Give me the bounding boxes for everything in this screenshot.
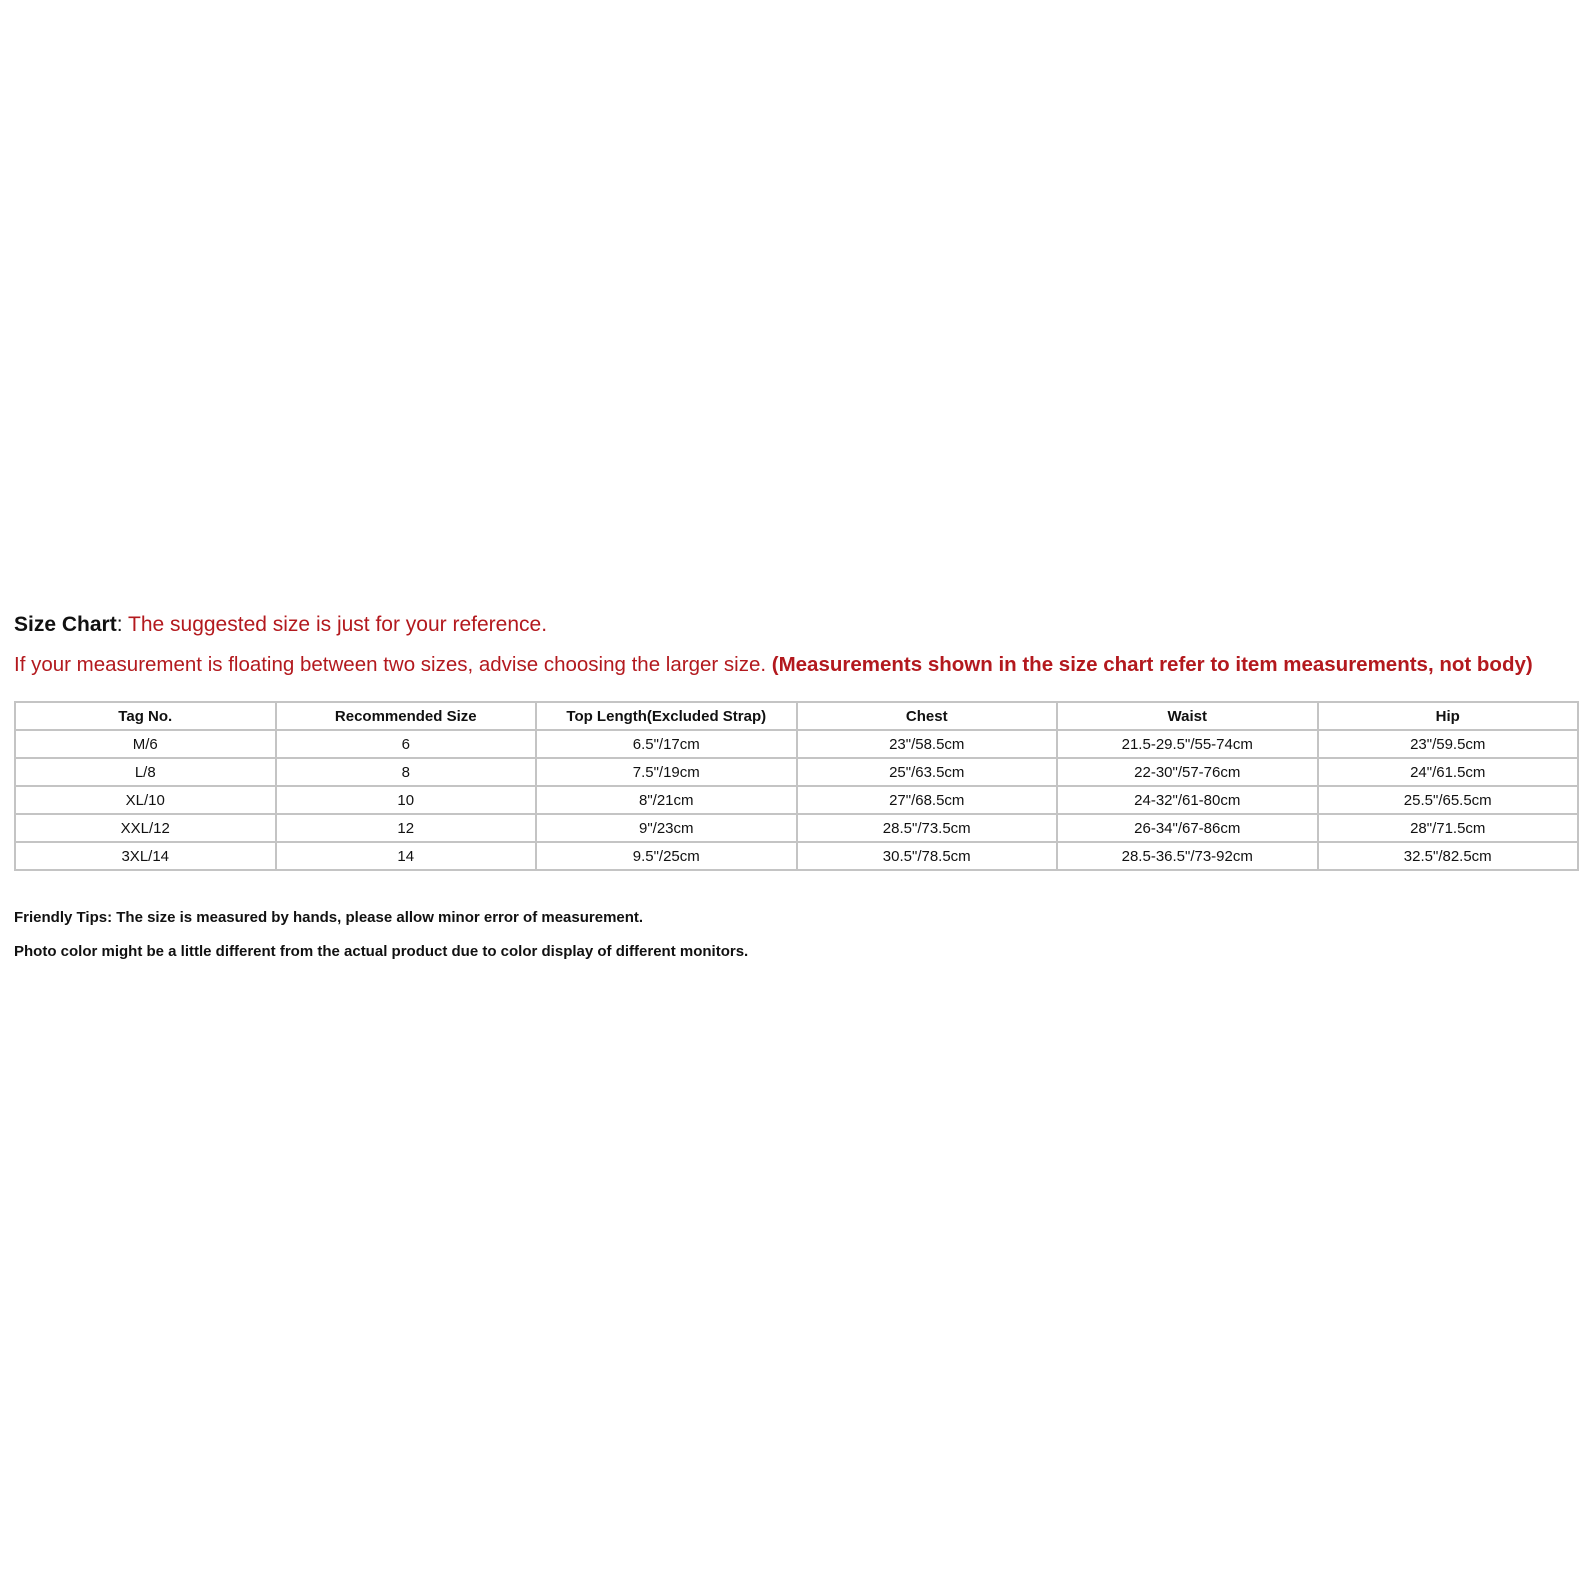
cell-recommended-size: 6 [276, 730, 537, 758]
measurement-note: (Measurements shown in the size chart refer to item measurements, not body) [771, 653, 1533, 676]
reference-note: The suggested size is just for your reference. [122, 613, 548, 636]
cell-top-length: 7.5"/19cm [536, 758, 797, 786]
cell-top-length: 8"/21cm [536, 786, 797, 814]
cell-tag-no: 3XL/14 [15, 842, 276, 870]
cell-recommended-size: 8 [276, 758, 537, 786]
cell-waist: 22-30"/57-76cm [1057, 758, 1318, 786]
cell-chest: 30.5"/78.5cm [797, 842, 1058, 870]
header-hip: Hip [1318, 702, 1579, 730]
cell-hip: 24"/61.5cm [1318, 758, 1579, 786]
cell-tag-no: XXL/12 [15, 814, 276, 842]
cell-recommended-size: 12 [276, 814, 537, 842]
cell-top-length: 9"/23cm [536, 814, 797, 842]
cell-waist: 26-34"/67-86cm [1057, 814, 1318, 842]
size-chart-heading [14, 611, 547, 639]
table-row [15, 842, 1578, 870]
photo-color-note: Photo color might be a little different from the actual product due to color display of different monitors. [14, 943, 749, 960]
cell-tag-no: XL/10 [15, 786, 276, 814]
header-chest: Chest [797, 702, 1058, 730]
cell-top-length: 6.5"/17cm [536, 730, 797, 758]
size-chart-label: Size Chart [14, 613, 117, 636]
cell-hip: 25.5"/65.5cm [1318, 786, 1579, 814]
header-top-length: Top Length(Excluded Strap) [536, 702, 797, 730]
table-row [15, 758, 1578, 786]
cell-hip: 28"/71.5cm [1318, 814, 1579, 842]
cell-chest: 28.5"/73.5cm [797, 814, 1058, 842]
header-recommended-size: Recommended Size [276, 702, 537, 730]
cell-tag-no: M/6 [15, 730, 276, 758]
heading-colon: : [116, 613, 123, 636]
cell-recommended-size: 10 [276, 786, 537, 814]
cell-top-length: 9.5"/25cm [536, 842, 797, 870]
cell-recommended-size: 14 [276, 842, 537, 870]
cell-hip: 23"/59.5cm [1318, 730, 1579, 758]
cell-chest: 27"/68.5cm [797, 786, 1058, 814]
cell-waist: 21.5-29.5"/55-74cm [1057, 730, 1318, 758]
table-row [15, 814, 1578, 842]
cell-hip: 32.5"/82.5cm [1318, 842, 1579, 870]
cell-tag-no: L/8 [15, 758, 276, 786]
cell-waist: 24-32"/61-80cm [1057, 786, 1318, 814]
cell-waist: 28.5-36.5"/73-92cm [1057, 842, 1318, 870]
table-row [15, 730, 1578, 758]
header-waist: Waist [1057, 702, 1318, 730]
size-chart-table [14, 701, 1579, 871]
sizing-advice [14, 651, 1533, 679]
table-row [15, 786, 1578, 814]
cell-chest: 23"/58.5cm [797, 730, 1058, 758]
sizing-advice-text: If your measurement is floating between two sizes, advise choosing the larger size. [14, 653, 772, 676]
table-header-row [15, 702, 1578, 730]
header-tag-no: Tag No. [15, 702, 276, 730]
cell-chest: 25"/63.5cm [797, 758, 1058, 786]
friendly-tips: Friendly Tips: The size is measured by hands, please allow minor error of measurement. [14, 909, 644, 926]
